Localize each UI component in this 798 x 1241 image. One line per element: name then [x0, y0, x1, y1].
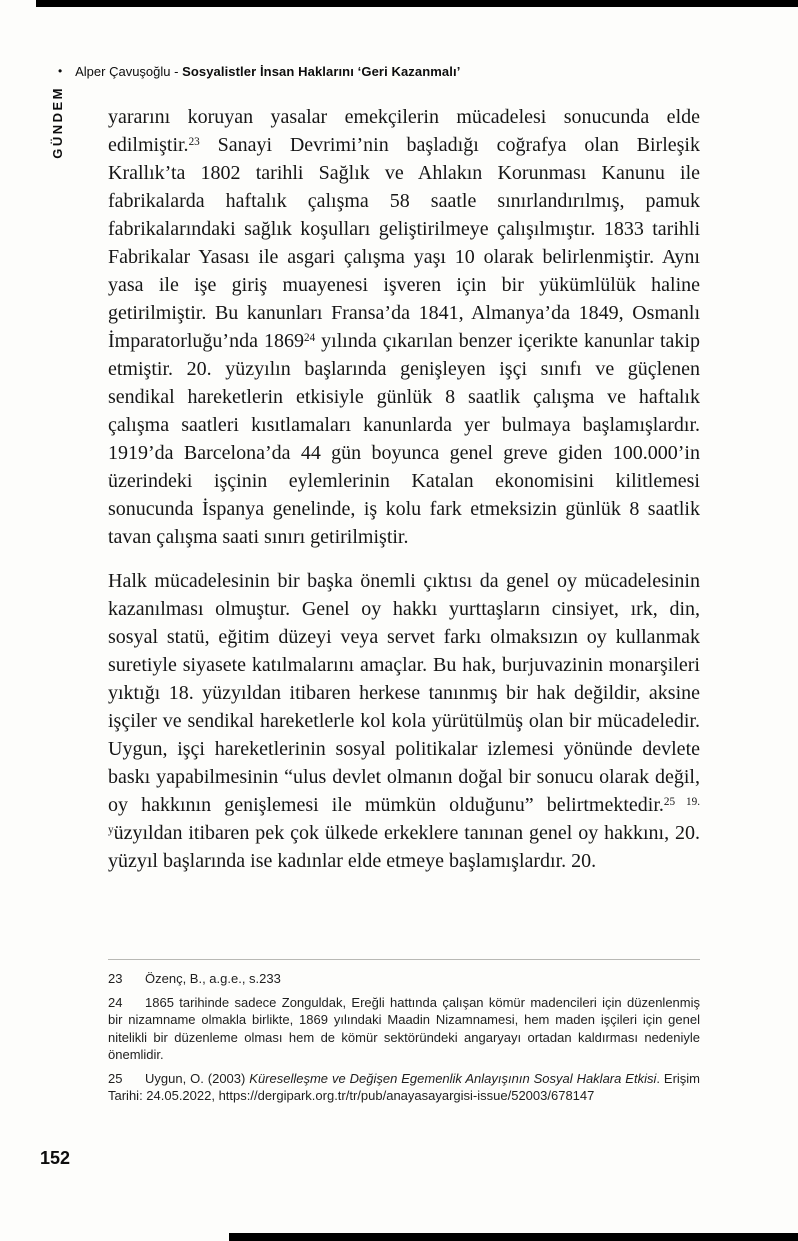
- text-run: yararını koruyan yasalar emekçilerin mücadelesi sonucunda elde edilmiştir.: [108, 106, 700, 156]
- section-label-gundem: GÜNDEM: [50, 86, 65, 159]
- footnote-number: 24: [108, 994, 123, 1010]
- text-run: 1865 tarihinde sadece Zonguldak, Ereğli hattında çalışan kömür madencileri için düzenlenmiş bir nizamname olmakla birlikte, 1869 yılındaki Maadin Nizamnamesi, hem maden işçileri için genel nitelikli bir düzenleme olması hem de kömür sektöründeki angaryayı ortadan kaldırması nedeniyle önemlidir.: [108, 994, 700, 1062]
- body-text: [108, 103, 700, 891]
- bullet-icon: •: [58, 64, 63, 78]
- footnotes: [108, 970, 700, 1111]
- footnote-ref: 23: [188, 136, 200, 149]
- text-run: Uygun, O. (2003): [145, 1070, 250, 1086]
- footnote-ref: 19. y: [108, 796, 701, 837]
- page-number: 152: [40, 1148, 71, 1168]
- body-paragraph: [108, 103, 700, 551]
- top-edge-bar: [36, 0, 798, 7]
- footnote-number: 25: [108, 1070, 123, 1086]
- footnote-ref: 24: [303, 332, 316, 345]
- header-title: Sosyalistler İnsan Haklarını ‘Geri Kazanmalı’: [182, 64, 461, 79]
- italic-text: Küreselleşme ve Değişen Egemenlik Anlayışının Sosyal Haklara Etkisi: [249, 1070, 657, 1086]
- running-header: [58, 64, 768, 79]
- footnote: [108, 994, 700, 1064]
- footnote: [108, 1070, 700, 1105]
- text-run: yılında çıkarılan benzer içerikte kanunlar takip etmiştir. 20. yüzyılın başlarında genişleyen işçi sınıfı ve güçlenen sendikal hareketlerin etkisiyle günlük 8 saatlik çalışma ve haftalık çalışma saatleri kısıtlamaları kanunlarda yer bulmaya başlamışlardır. 1919’da Barcelona’da 44 gün boyunca genel greve giden 100.000’in üzerindeki işçinin eylemlerinin Katalan ekonomisini kilitlemesi sonucunda İspanya genelinde, iş kolu fark etmeksizin günlük 8 saatlik tavan çalışma saati sınırı getirilmiştir.: [108, 330, 700, 548]
- footnote-divider: [108, 959, 700, 960]
- text-run: Halk mücadelesinin bir başka önemli çıktısı da genel oy mücadelesinin kazanılması olmuştur. Genel oy hakkı yurttaşların cinsiyet, ırk, din, sosyal statü, eğitim düzeyi veya servet farkı olmaksızın oy kullanmak suretiyle siyasete katılmalarını amaçlar. Bu hak, burjuvazinin monarşileri yıktığı 18. yüzyıldan itibaren herkese tanınmış bir hak değildir, aksine işçiler ve sendikal hareketlerle kol kola yürütülmüş olan bir mücadeledir. Uygun, işçi hareketlerinin sosyal politikalar izlemesi yönünde devlete baskı yapabilmesinin “ulus devlet olmanın doğal bir sonucu olarak değil, oy hakkının genişlemesi ile mümkün olduğunu” belirtmektedir.: [108, 570, 700, 816]
- text-run: Sanayi Devrimi’nin başladığı coğrafya olan Birleşik Krallık’ta 1802 tarihli Sağlık ve Ahlakın Korunması Kanunu ile fabrikalarda haftalık çalışma 58 saatle sınırlandırılmış, pamuk fabrikalarındaki sağlık koşulları geliştirilmeye çalışılmıştır. 1833 tarihli Fabrikalar Yasası ile asgari çalışma yaşı 10 olarak belirlenmiştir. Aynı yasa ile işe giriş muayenesi işveren için bir yükümlülük haline getirilmiştir. Bu kanunları Fransa’da 1841, Almanya’da 1849, Osmanlı İmparatorluğu’nda 1869: [108, 134, 700, 352]
- footnote-number: 23: [108, 971, 123, 986]
- header-author: Alper Çavuşoğlu -: [75, 64, 179, 79]
- text-run: Özenç, B., a.g.e., s.233: [145, 971, 281, 986]
- footnote-ref: 25: [663, 796, 676, 809]
- text-run: üzyıldan itibaren pek çok ülkede erkeklere tanınan genel oy hakkını, 20. yüzyıl başlarında ise kadınlar elde etmeye başlamışlardır. 20.: [108, 822, 700, 872]
- bottom-edge-bar: [229, 1233, 798, 1241]
- text-run: . Erişim Tarihi: 24.05.2022, https://dergipark.org.tr/tr/pub/anayasayargisi-issue/52003/678147: [108, 1070, 701, 1103]
- body-paragraph: [108, 567, 700, 875]
- footnote: [108, 970, 700, 988]
